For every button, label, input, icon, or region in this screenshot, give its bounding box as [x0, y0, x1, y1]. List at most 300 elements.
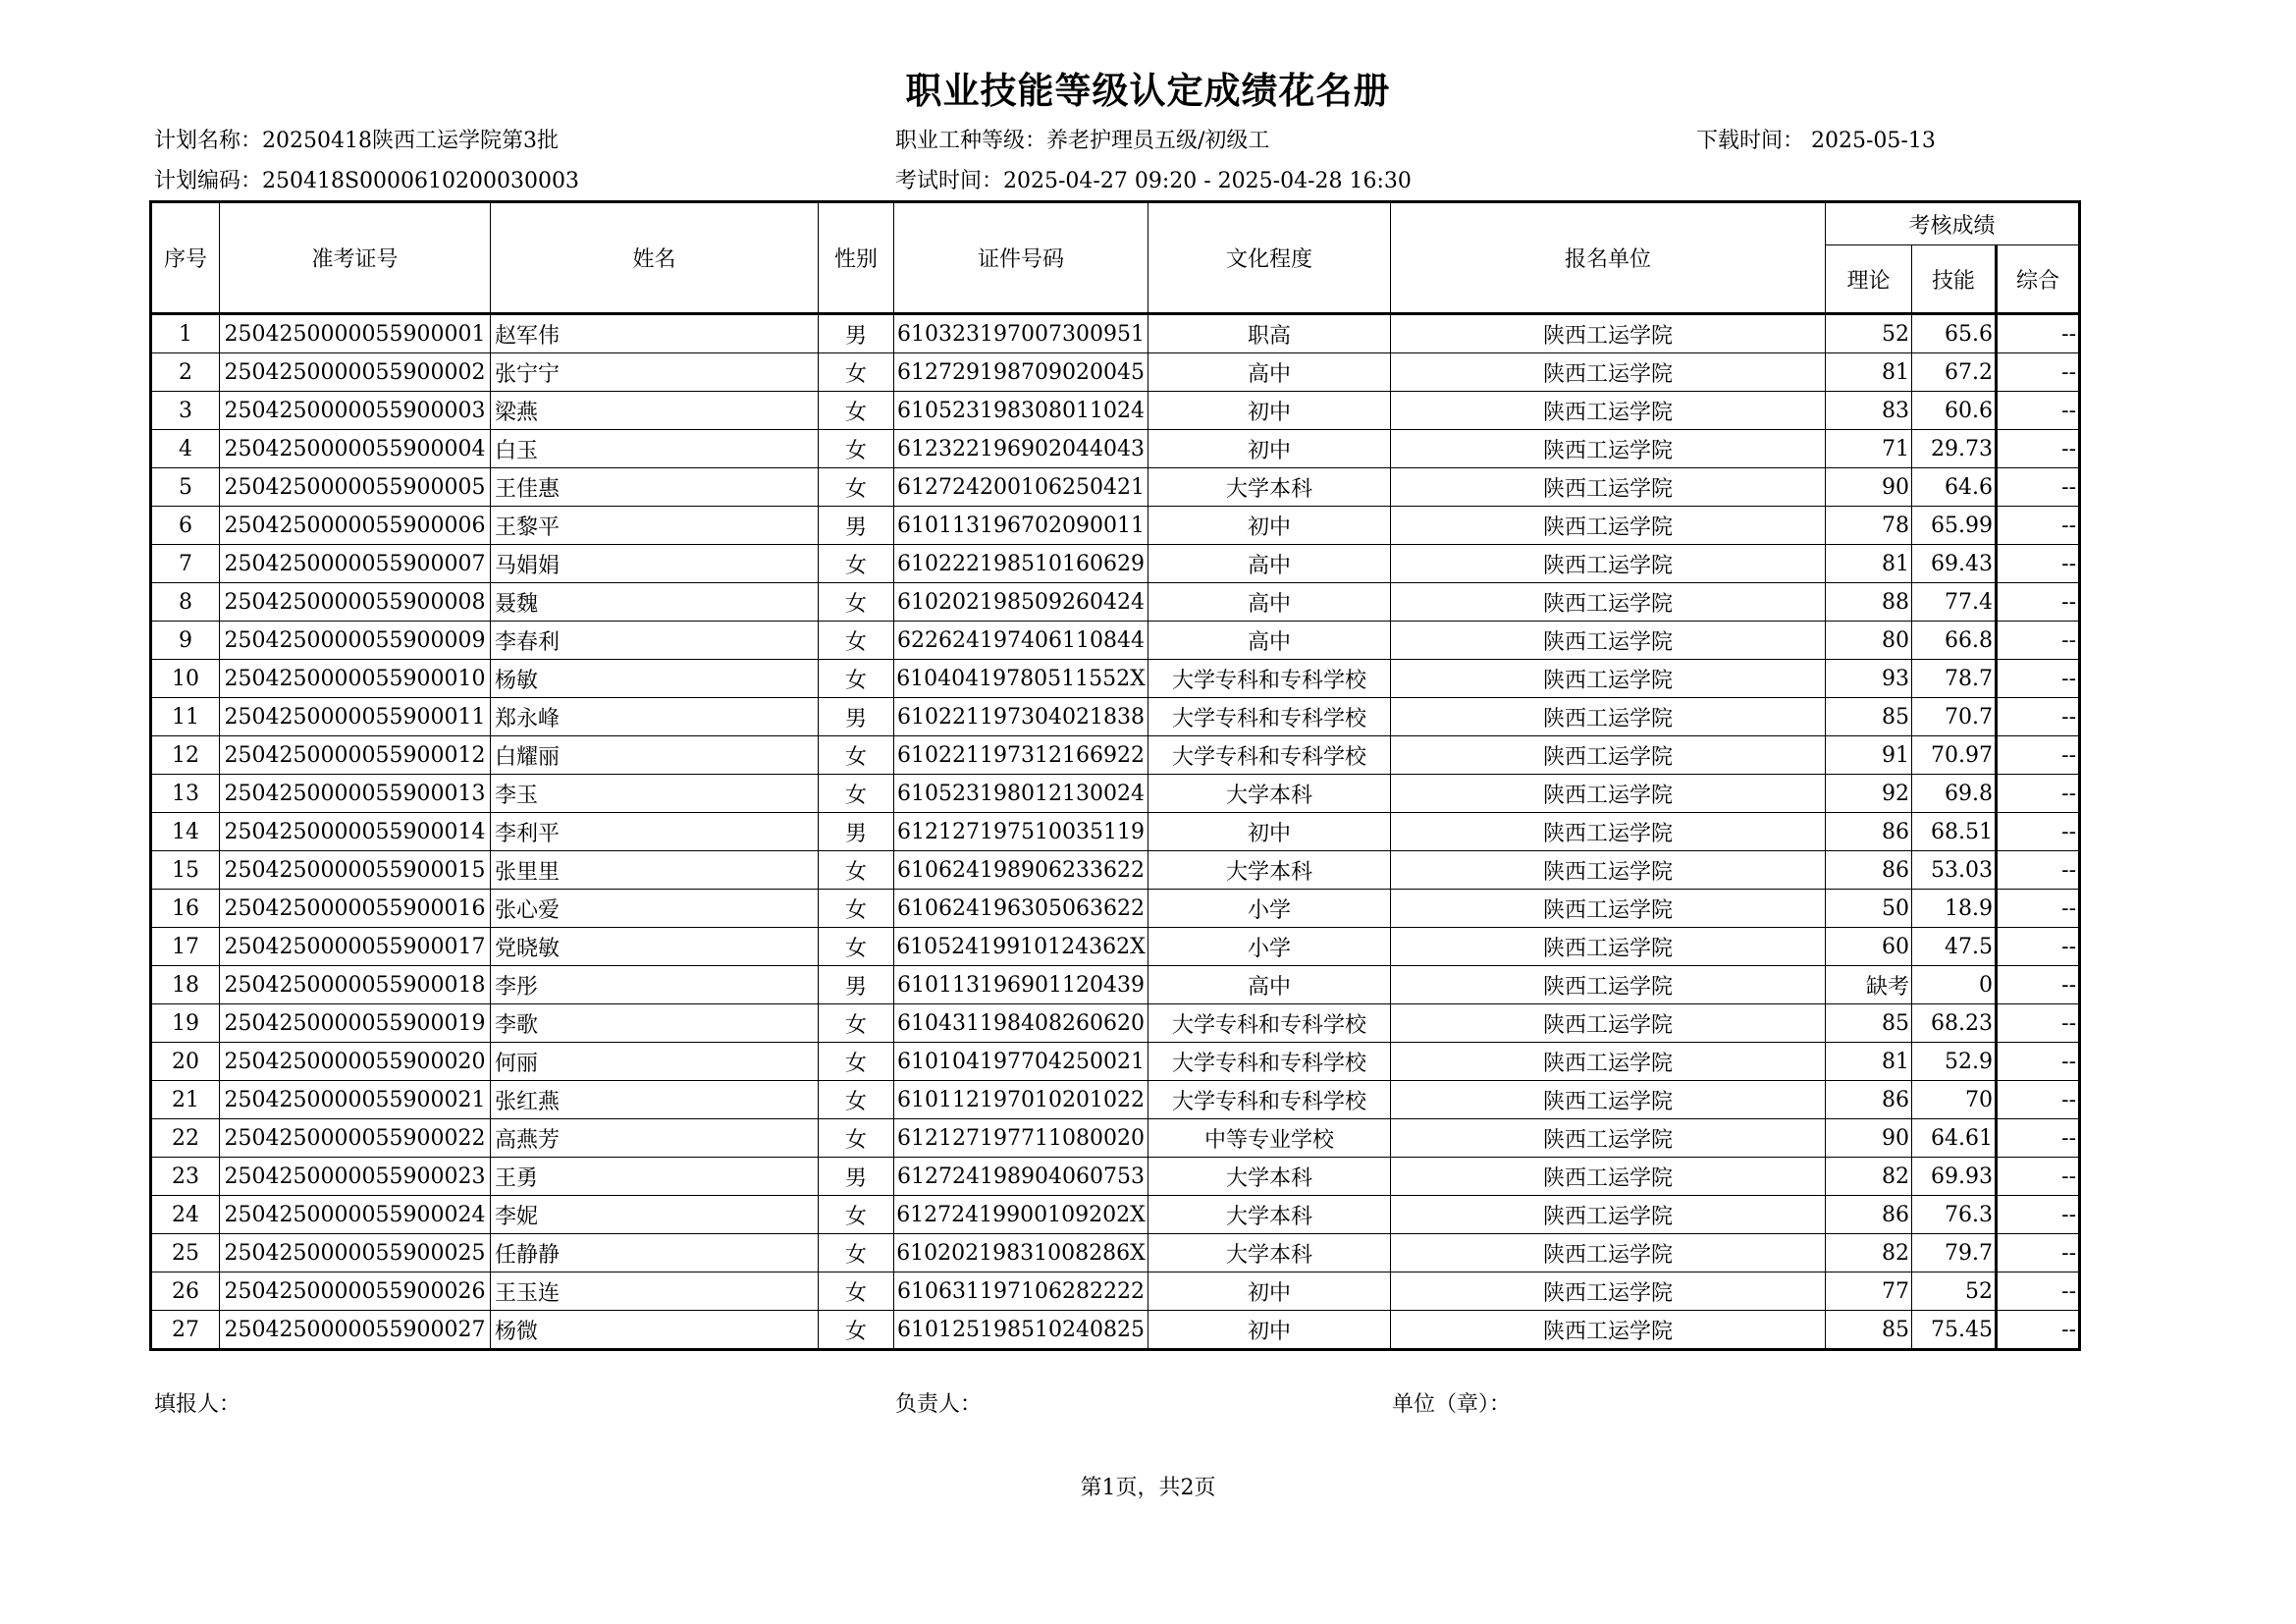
- cell-seq: 8: [151, 583, 220, 622]
- cell-unit: 陕西工运学院: [1391, 583, 1826, 622]
- cell-gender: 女: [819, 1004, 894, 1043]
- cell-name: 任静静: [491, 1234, 819, 1272]
- header-name: 姓名: [491, 202, 819, 314]
- cell-unit: 陕西工运学院: [1391, 660, 1826, 698]
- cell-overall: --: [1997, 622, 2080, 660]
- cell-education: 小学: [1148, 890, 1391, 928]
- cell-gender: 男: [819, 966, 894, 1004]
- cell-seq: 2: [151, 353, 220, 392]
- header-skill: 技能: [1912, 245, 1997, 314]
- cell-unit: 陕西工运学院: [1391, 775, 1826, 813]
- cell-id-number: 610104197704250021: [894, 1043, 1148, 1081]
- cell-name: 杨微: [491, 1311, 819, 1350]
- cell-gender: 女: [819, 890, 894, 928]
- cell-unit: 陕西工运学院: [1391, 698, 1826, 736]
- cell-ticket: 2504250000055900005: [220, 468, 491, 507]
- table-row: [151, 813, 2080, 851]
- cell-id-number: 610631197106282222: [894, 1272, 1148, 1311]
- cell-education: 大学专科和专科学校: [1148, 1081, 1391, 1119]
- cell-ticket: 2504250000055900024: [220, 1196, 491, 1234]
- cell-education: 初中: [1148, 392, 1391, 430]
- cell-unit: 陕西工运学院: [1391, 813, 1826, 851]
- cell-id-number: 610221197304021838: [894, 698, 1148, 736]
- cell-skill: 65.99: [1912, 507, 1997, 545]
- cell-id-number: 610624196305063622: [894, 890, 1148, 928]
- cell-unit: 陕西工运学院: [1391, 353, 1826, 392]
- cell-seq: 25: [151, 1234, 220, 1272]
- cell-ticket: 2504250000055900021: [220, 1081, 491, 1119]
- cell-name: 李歌: [491, 1004, 819, 1043]
- cell-seq: 7: [151, 545, 220, 583]
- cell-education: 高中: [1148, 545, 1391, 583]
- table-row: [151, 353, 2080, 392]
- cell-id-number: 610113196901120439: [894, 966, 1148, 1004]
- cell-id-number: 61272419900109202X: [894, 1196, 1148, 1234]
- cell-skill: 70: [1912, 1081, 1997, 1119]
- cell-seq: 16: [151, 890, 220, 928]
- cell-skill: 60.6: [1912, 392, 1997, 430]
- cell-seq: 14: [151, 813, 220, 851]
- table-row: [151, 1272, 2080, 1311]
- cell-unit: 陕西工运学院: [1391, 1158, 1826, 1196]
- cell-education: 大学专科和专科学校: [1148, 698, 1391, 736]
- cell-gender: 女: [819, 851, 894, 890]
- header-theory: 理论: [1826, 245, 1912, 314]
- cell-skill: 65.6: [1912, 314, 1997, 353]
- cell-gender: 女: [819, 583, 894, 622]
- cell-ticket: 2504250000055900012: [220, 736, 491, 775]
- cell-overall: --: [1997, 890, 2080, 928]
- cell-seq: 22: [151, 1119, 220, 1158]
- cell-theory: 86: [1826, 851, 1912, 890]
- cell-overall: --: [1997, 698, 2080, 736]
- cell-overall: --: [1997, 1196, 2080, 1234]
- cell-theory: 85: [1826, 1311, 1912, 1350]
- cell-gender: 男: [819, 507, 894, 545]
- cell-seq: 17: [151, 928, 220, 966]
- cell-theory: 52: [1826, 314, 1912, 353]
- cell-skill: 64.6: [1912, 468, 1997, 507]
- table-row: [151, 545, 2080, 583]
- cell-ticket: 2504250000055900023: [220, 1158, 491, 1196]
- cell-gender: 女: [819, 1196, 894, 1234]
- cell-unit: 陕西工运学院: [1391, 430, 1826, 468]
- responsible-label: 负责人：: [895, 1392, 983, 1417]
- cell-ticket: 2504250000055900018: [220, 966, 491, 1004]
- cell-unit: 陕西工运学院: [1391, 314, 1826, 353]
- cell-id-number: 610112197010201022: [894, 1081, 1148, 1119]
- cell-education: 大学本科: [1148, 1234, 1391, 1272]
- table-row: [151, 1119, 2080, 1158]
- cell-gender: 女: [819, 736, 894, 775]
- cell-seq: 15: [151, 851, 220, 890]
- cell-overall: --: [1997, 1004, 2080, 1043]
- cell-seq: 18: [151, 966, 220, 1004]
- cell-ticket: 2504250000055900017: [220, 928, 491, 966]
- cell-theory: 90: [1826, 1119, 1912, 1158]
- cell-name: 白耀丽: [491, 736, 819, 775]
- unit-seal-label: 单位（章）：: [1392, 1392, 1512, 1417]
- cell-skill: 0: [1912, 966, 1997, 1004]
- header-gender: 性别: [819, 202, 894, 314]
- table-row: [151, 928, 2080, 966]
- cell-theory: 82: [1826, 1158, 1912, 1196]
- cell-overall: --: [1997, 468, 2080, 507]
- cell-education: 大学本科: [1148, 1196, 1391, 1234]
- table-row: [151, 1004, 2080, 1043]
- table-row: [151, 1234, 2080, 1272]
- cell-ticket: 2504250000055900019: [220, 1004, 491, 1043]
- cell-skill: 75.45: [1912, 1311, 1997, 1350]
- cell-theory: 81: [1826, 545, 1912, 583]
- cell-id-number: 610202198509260424: [894, 583, 1148, 622]
- cell-theory: 93: [1826, 660, 1912, 698]
- cell-id-number: 612724198904060753: [894, 1158, 1148, 1196]
- cell-skill: 76.3: [1912, 1196, 1997, 1234]
- table-row: [151, 966, 2080, 1004]
- cell-name: 王黎平: [491, 507, 819, 545]
- cell-unit: 陕西工运学院: [1391, 736, 1826, 775]
- plan-code: 计划编码：250418S0000610200030003: [154, 169, 580, 193]
- cell-skill: 67.2: [1912, 353, 1997, 392]
- cell-gender: 女: [819, 1043, 894, 1081]
- cell-id-number: 610523198012130024: [894, 775, 1148, 813]
- cell-skill: 52.9: [1912, 1043, 1997, 1081]
- cell-skill: 69.93: [1912, 1158, 1997, 1196]
- cell-overall: --: [1997, 1272, 2080, 1311]
- cell-ticket: 2504250000055900009: [220, 622, 491, 660]
- cell-unit: 陕西工运学院: [1391, 1272, 1826, 1311]
- cell-overall: --: [1997, 660, 2080, 698]
- cell-overall: --: [1997, 1311, 2080, 1350]
- cell-education: 中等专业学校: [1148, 1119, 1391, 1158]
- cell-seq: 12: [151, 736, 220, 775]
- cell-overall: --: [1997, 928, 2080, 966]
- table-row: [151, 392, 2080, 430]
- cell-theory: 81: [1826, 353, 1912, 392]
- plan-name: 计划名称：20250418陕西工运学院第3批: [154, 129, 559, 153]
- cell-skill: 64.61: [1912, 1119, 1997, 1158]
- header-education: 文化程度: [1148, 202, 1391, 314]
- cell-name: 高燕芳: [491, 1119, 819, 1158]
- cell-unit: 陕西工运学院: [1391, 468, 1826, 507]
- cell-overall: --: [1997, 1158, 2080, 1196]
- cell-id-number: 612724200106250421: [894, 468, 1148, 507]
- cell-name: 张红燕: [491, 1081, 819, 1119]
- cell-education: 初中: [1148, 1272, 1391, 1311]
- score-roster-table: [149, 200, 2081, 1351]
- table-row: [151, 890, 2080, 928]
- header-unit: 报名单位: [1391, 202, 1826, 314]
- cell-unit: 陕西工运学院: [1391, 545, 1826, 583]
- cell-unit: 陕西工运学院: [1391, 928, 1826, 966]
- cell-gender: 女: [819, 775, 894, 813]
- cell-overall: --: [1997, 430, 2080, 468]
- cell-seq: 20: [151, 1043, 220, 1081]
- cell-education: 大学本科: [1148, 851, 1391, 890]
- cell-seq: 24: [151, 1196, 220, 1234]
- cell-name: 王玉连: [491, 1272, 819, 1311]
- cell-gender: 女: [819, 660, 894, 698]
- table-row: [151, 1043, 2080, 1081]
- cell-ticket: 2504250000055900022: [220, 1119, 491, 1158]
- cell-id-number: 610113196702090011: [894, 507, 1148, 545]
- cell-theory: 85: [1826, 698, 1912, 736]
- cell-education: 初中: [1148, 813, 1391, 851]
- cell-ticket: 2504250000055900016: [220, 890, 491, 928]
- cell-ticket: 2504250000055900007: [220, 545, 491, 583]
- cell-theory: 60: [1826, 928, 1912, 966]
- cell-education: 大学专科和专科学校: [1148, 1043, 1391, 1081]
- cell-name: 赵军伟: [491, 314, 819, 353]
- cell-id-number: 610431198408260620: [894, 1004, 1148, 1043]
- cell-name: 党晓敏: [491, 928, 819, 966]
- cell-ticket: 2504250000055900027: [220, 1311, 491, 1350]
- cell-overall: --: [1997, 851, 2080, 890]
- cell-overall: --: [1997, 507, 2080, 545]
- cell-overall: --: [1997, 314, 2080, 353]
- cell-name: 梁燕: [491, 392, 819, 430]
- cell-unit: 陕西工运学院: [1391, 1311, 1826, 1350]
- cell-skill: 70.97: [1912, 736, 1997, 775]
- table-row: [151, 775, 2080, 813]
- cell-gender: 女: [819, 1234, 894, 1272]
- cell-gender: 女: [819, 545, 894, 583]
- cell-skill: 66.8: [1912, 622, 1997, 660]
- cell-name: 聂魏: [491, 583, 819, 622]
- cell-gender: 男: [819, 698, 894, 736]
- header-id-number: 证件号码: [894, 202, 1148, 314]
- cell-id-number: 610624198906233622: [894, 851, 1148, 890]
- cell-skill: 78.7: [1912, 660, 1997, 698]
- cell-id-number: 612127197510035119: [894, 813, 1148, 851]
- page-indicator: 第1页，共2页: [1080, 1476, 1216, 1500]
- page-title: 职业技能等级认定成绩花名册: [905, 70, 1391, 112]
- cell-id-number: 622624197406110844: [894, 622, 1148, 660]
- cell-name: 李春利: [491, 622, 819, 660]
- cell-name: 郑永峰: [491, 698, 819, 736]
- cell-theory: 85: [1826, 1004, 1912, 1043]
- table-row: [151, 1081, 2080, 1119]
- cell-overall: --: [1997, 353, 2080, 392]
- cell-id-number: 61052419910124362X: [894, 928, 1148, 966]
- cell-ticket: 2504250000055900013: [220, 775, 491, 813]
- cell-theory: 缺考: [1826, 966, 1912, 1004]
- cell-seq: 10: [151, 660, 220, 698]
- cell-name: 李妮: [491, 1196, 819, 1234]
- cell-seq: 3: [151, 392, 220, 430]
- cell-gender: 女: [819, 430, 894, 468]
- cell-gender: 男: [819, 314, 894, 353]
- cell-id-number: 610523198308011024: [894, 392, 1148, 430]
- cell-education: 高中: [1148, 622, 1391, 660]
- cell-name: 李彤: [491, 966, 819, 1004]
- cell-gender: 女: [819, 392, 894, 430]
- cell-skill: 29.73: [1912, 430, 1997, 468]
- cell-seq: 4: [151, 430, 220, 468]
- cell-education: 初中: [1148, 507, 1391, 545]
- cell-education: 职高: [1148, 314, 1391, 353]
- cell-name: 张心爱: [491, 890, 819, 928]
- cell-overall: --: [1997, 1119, 2080, 1158]
- table-row: [151, 1196, 2080, 1234]
- cell-unit: 陕西工运学院: [1391, 851, 1826, 890]
- cell-name: 张宁宁: [491, 353, 819, 392]
- cell-theory: 90: [1826, 468, 1912, 507]
- header-ticket: 准考证号: [220, 202, 491, 314]
- cell-skill: 68.23: [1912, 1004, 1997, 1043]
- cell-unit: 陕西工运学院: [1391, 966, 1826, 1004]
- cell-skill: 18.9: [1912, 890, 1997, 928]
- table-row: [151, 851, 2080, 890]
- cell-overall: --: [1997, 392, 2080, 430]
- cell-overall: --: [1997, 966, 2080, 1004]
- cell-name: 张里里: [491, 851, 819, 890]
- cell-theory: 78: [1826, 507, 1912, 545]
- cell-education: 高中: [1148, 966, 1391, 1004]
- cell-seq: 23: [151, 1158, 220, 1196]
- table-row: [151, 468, 2080, 507]
- cell-id-number: 612729198709020045: [894, 353, 1148, 392]
- cell-gender: 女: [819, 622, 894, 660]
- cell-seq: 26: [151, 1272, 220, 1311]
- cell-seq: 1: [151, 314, 220, 353]
- header-overall: 综合: [1997, 245, 2080, 314]
- cell-gender: 女: [819, 1272, 894, 1311]
- cell-theory: 80: [1826, 622, 1912, 660]
- cell-theory: 50: [1826, 890, 1912, 928]
- cell-gender: 女: [819, 1081, 894, 1119]
- table-row: [151, 1158, 2080, 1196]
- cell-id-number: 610222198510160629: [894, 545, 1148, 583]
- cell-ticket: 2504250000055900006: [220, 507, 491, 545]
- cell-education: 大学本科: [1148, 468, 1391, 507]
- cell-ticket: 2504250000055900025: [220, 1234, 491, 1272]
- cell-gender: 女: [819, 928, 894, 966]
- cell-education: 大学专科和专科学校: [1148, 660, 1391, 698]
- table-row: [151, 507, 2080, 545]
- cell-overall: --: [1997, 1234, 2080, 1272]
- cell-name: 李玉: [491, 775, 819, 813]
- occupation-level: 职业工种等级：养老护理员五级/初级工: [895, 129, 1270, 153]
- cell-id-number: 612322196902044043: [894, 430, 1148, 468]
- table-row: [151, 583, 2080, 622]
- cell-seq: 11: [151, 698, 220, 736]
- cell-theory: 88: [1826, 583, 1912, 622]
- cell-gender: 女: [819, 468, 894, 507]
- cell-skill: 69.8: [1912, 775, 1997, 813]
- cell-education: 初中: [1148, 1311, 1391, 1350]
- cell-overall: --: [1997, 1081, 2080, 1119]
- cell-seq: 6: [151, 507, 220, 545]
- cell-theory: 81: [1826, 1043, 1912, 1081]
- table-row: [151, 314, 2080, 353]
- cell-gender: 女: [819, 1119, 894, 1158]
- cell-gender: 女: [819, 1311, 894, 1350]
- cell-name: 杨敏: [491, 660, 819, 698]
- exam-time: 考试时间：2025-04-27 09:20 - 2025-04-28 16:30: [895, 169, 1412, 193]
- cell-overall: --: [1997, 736, 2080, 775]
- cell-id-number: 610323197007300951: [894, 314, 1148, 353]
- cell-ticket: 2504250000055900002: [220, 353, 491, 392]
- cell-seq: 9: [151, 622, 220, 660]
- cell-name: 王佳惠: [491, 468, 819, 507]
- cell-unit: 陕西工运学院: [1391, 622, 1826, 660]
- cell-unit: 陕西工运学院: [1391, 1196, 1826, 1234]
- table-row: [151, 736, 2080, 775]
- table-row: [151, 698, 2080, 736]
- cell-overall: --: [1997, 1043, 2080, 1081]
- cell-id-number: 61020219831008286X: [894, 1234, 1148, 1272]
- cell-education: 大学专科和专科学校: [1148, 1004, 1391, 1043]
- cell-unit: 陕西工运学院: [1391, 392, 1826, 430]
- cell-ticket: 2504250000055900001: [220, 314, 491, 353]
- cell-unit: 陕西工运学院: [1391, 890, 1826, 928]
- cell-skill: 77.4: [1912, 583, 1997, 622]
- cell-theory: 91: [1826, 736, 1912, 775]
- cell-skill: 52: [1912, 1272, 1997, 1311]
- table-row: [151, 430, 2080, 468]
- cell-skill: 69.43: [1912, 545, 1997, 583]
- cell-gender: 男: [819, 1158, 894, 1196]
- cell-ticket: 2504250000055900011: [220, 698, 491, 736]
- cell-ticket: 2504250000055900014: [220, 813, 491, 851]
- cell-education: 初中: [1148, 430, 1391, 468]
- cell-id-number: 610221197312166922: [894, 736, 1148, 775]
- cell-education: 大学本科: [1148, 1158, 1391, 1196]
- cell-name: 白玉: [491, 430, 819, 468]
- cell-theory: 82: [1826, 1234, 1912, 1272]
- cell-education: 大学专科和专科学校: [1148, 736, 1391, 775]
- cell-theory: 92: [1826, 775, 1912, 813]
- cell-ticket: 2504250000055900008: [220, 583, 491, 622]
- download-time: 下载时间： 2025-05-13: [1696, 129, 1936, 153]
- table-row: [151, 622, 2080, 660]
- cell-ticket: 2504250000055900026: [220, 1272, 491, 1311]
- cell-theory: 86: [1826, 1081, 1912, 1119]
- cell-unit: 陕西工运学院: [1391, 1119, 1826, 1158]
- cell-skill: 70.7: [1912, 698, 1997, 736]
- cell-gender: 男: [819, 813, 894, 851]
- cell-theory: 77: [1826, 1272, 1912, 1311]
- header-scores-group: 考核成绩: [1826, 202, 2080, 245]
- cell-ticket: 2504250000055900003: [220, 392, 491, 430]
- cell-ticket: 2504250000055900010: [220, 660, 491, 698]
- cell-seq: 19: [151, 1004, 220, 1043]
- cell-id-number: 61040419780511552X: [894, 660, 1148, 698]
- cell-skill: 53.03: [1912, 851, 1997, 890]
- cell-unit: 陕西工运学院: [1391, 1004, 1826, 1043]
- cell-seq: 13: [151, 775, 220, 813]
- cell-overall: --: [1997, 813, 2080, 851]
- table-row: [151, 1311, 2080, 1350]
- cell-seq: 27: [151, 1311, 220, 1350]
- cell-overall: --: [1997, 583, 2080, 622]
- cell-education: 小学: [1148, 928, 1391, 966]
- cell-unit: 陕西工运学院: [1391, 1234, 1826, 1272]
- cell-skill: 68.51: [1912, 813, 1997, 851]
- cell-skill: 79.7: [1912, 1234, 1997, 1272]
- cell-education: 高中: [1148, 583, 1391, 622]
- cell-overall: --: [1997, 545, 2080, 583]
- filler-label: 填报人：: [154, 1392, 241, 1417]
- cell-education: 高中: [1148, 353, 1391, 392]
- cell-seq: 21: [151, 1081, 220, 1119]
- cell-skill: 47.5: [1912, 928, 1997, 966]
- cell-ticket: 2504250000055900015: [220, 851, 491, 890]
- table-row: [151, 660, 2080, 698]
- cell-ticket: 2504250000055900004: [220, 430, 491, 468]
